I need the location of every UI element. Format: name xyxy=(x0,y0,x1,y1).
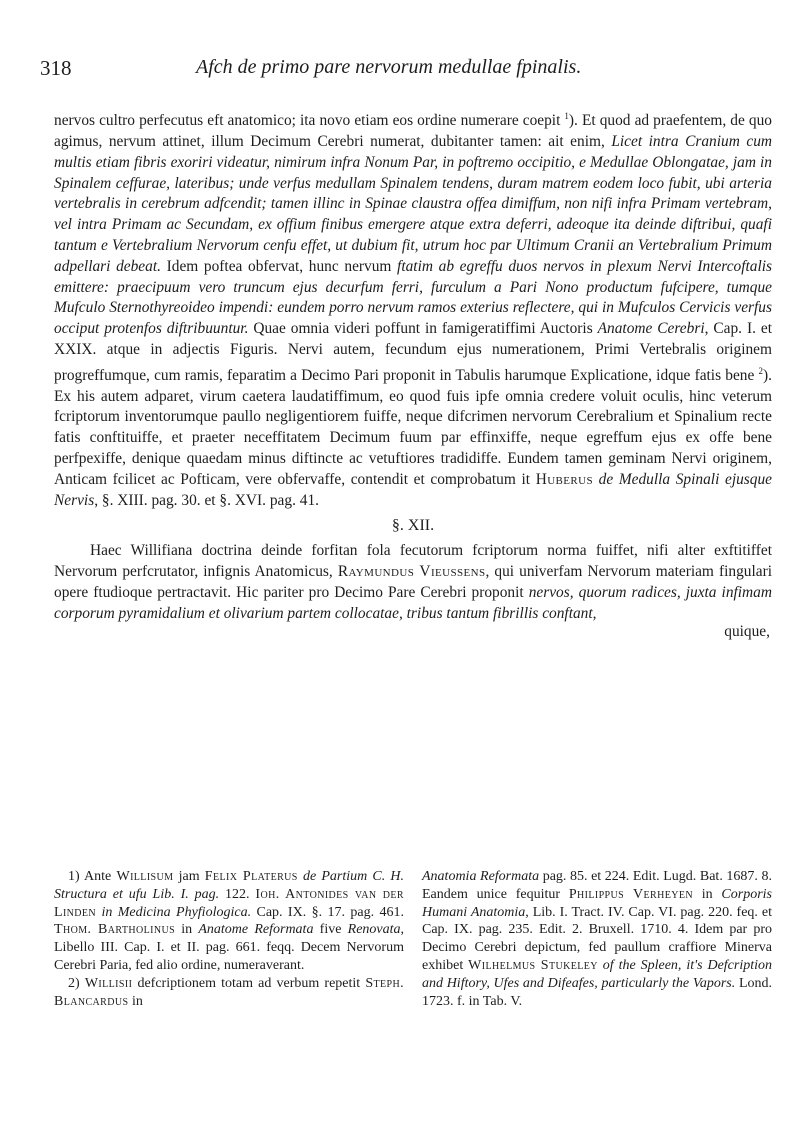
running-title: Afch de primo pare nervorum medullae fpinalis. xyxy=(196,56,582,78)
catchword: quique, xyxy=(724,623,770,641)
footnotes xyxy=(54,868,772,1010)
footnote-column-left xyxy=(54,868,404,1010)
paragraph-2: Haec Willifiana doctrina deinde forfitan fola fecutorum fcriptorum norma fuiffet, nifi alter exftitiffet Nervorum perfcrutator, infignis Anatomicus, Raymundus Vieussens, qui univerfam Nervorum materiam fingulari opere ftudioque pertractavit. Hic pariter pro Decimo Pare Cerebri proponit nervos, quorum radices, juxta infimam corporum pyramidalium et olivarium partem collocatae, tribus tantum fibrillis conftant, xyxy=(54,542,772,622)
footnote-1-continued: Anatomia Reformata pag. 85. et 224. Edit. Lugd. Bat. 1687. 8. Eandem unice fequitur Philippus Verheyen in Corporis Humani Anatomia, Lib. I. Tract. IV. Cap. VI. pag. 220. feq. et Cap. IX. pag. 235. Edit. 2. Bruxell. 1710. 4. Idem par pro Decimo Cerebri depictum, fed paullum craffiore Minerva exhibet Wilhelmus Stukeley of the Spleen, it's Defcription and Hiftory, Ufes and Difeafes, particularly the Vapors. Lond. 1723. f. in Tab. V. xyxy=(422,869,772,1009)
running-head xyxy=(40,56,768,86)
paragraph-1: nervos cultro perfecutus eft anatomico; ita novo etiam eos ordine numerare coepit $^1$). Et quod ad praefentem, de quo agimus, nervum attinet, illum Decimum Cerebri numerat, dubitanter tamen: ait enim, Licet intra Cranium cum multis etiam fibris exoriri videatur, nimirum infra Nonum Par, in poftremo occipitio, e Medullae Oblongatae, jam in Spinalem ceffurae, lateribus; unde verfus medullam Spinalem tendens, duram matrem eodem loco fubit, ubi arteria vertebralis in cerebrum adfcendit; tamen illinc in Spinae claustra offea dimiffum, non nifi infra Primam vertebram, vel intra Primam ac Secundam, ex offium finibus emergere atque extra deferri, adeoque ita deinde diftribui, quafi tantum e Vertebralium Nervorum cenfu effet, ut dubium fit, utrum hoc par Ultimum Cranii an Vertebralium Primum adpellari debeat. Idem poftea obfervat, hunc nervum ftatim ab egreffu duos nervos in plexum Nervi Intercoftalis emittere: praecipuum vero truncum ejus decurfum ferri, furculum a Pari Nono productum fufcipere, tumque Mufculo Sternothyreoideo impendi: eundem porro nervum ramos exterius reflectere, qui in Mufculos Cervicis verfus occiput protenfos diftribuuntur. Quae omnia videri poffunt in famigeratiffimi Auctoris Anatome Cerebri, Cap. I. et XXIX. atque in adjectis Figuris. Nervi autem, fecundum ejus numerationem, Primi Vertebralis originem progreffumque, cum ramis, feparatim a Decimo Pari proponit in Tabulis harumque Explicatione, idque fatis bene $^2$). Ex his autem adparet, virum caetera laudatiffimum, eo quod fuis ipfe omnia credere voluit oculis, hinc veterum fcriptorum inventorumque paullo negligentiorem fuiffe, neque difcrimen nervorum Cerebralium et Spinalium recte fatis conftituiffe, et praeter neceffitatem Decimum fuum par effinxiffe, neque egreffum ejus ex offe bene perfpexiffe, denique quaedam minus diftincte ac vetuftiores tradidiffe. Eundem tamen geminam Nervi originem, Anticam fcilicet ac Pofticam, vere obfervaffe, contendit et comprobatum it Huberus de Medulla Spinali ejusque Nervis, §. XIII. pag. 30. et §. XVI. pag. 41. xyxy=(54,111,773,509)
footnote-2: 2) Willisii defcriptionem totam ad verbum repetit Steph. Blancardus in xyxy=(54,975,404,1009)
section-heading: §. XII. xyxy=(391,517,435,535)
page-number: 318 xyxy=(40,56,72,80)
body-text xyxy=(54,106,772,643)
footnote-column-right xyxy=(422,868,772,1010)
footnote-1: 1) Ante Willisum jam Felix Platerus de Partium C. H. Structura et ufu Lib. I. pag. 122. Ioh. Antonides van der Linden in Medicina Phyfiologica. Cap. IX. §. 17. pag. 461. Thom. Bartholinus in Anatome Reformata five Renovata, Libello III. Cap. I. et II. pag. 661. feqq. Decem Nervorum Cerebri Paria, fed alio ordine, numeraverant. xyxy=(54,869,405,973)
